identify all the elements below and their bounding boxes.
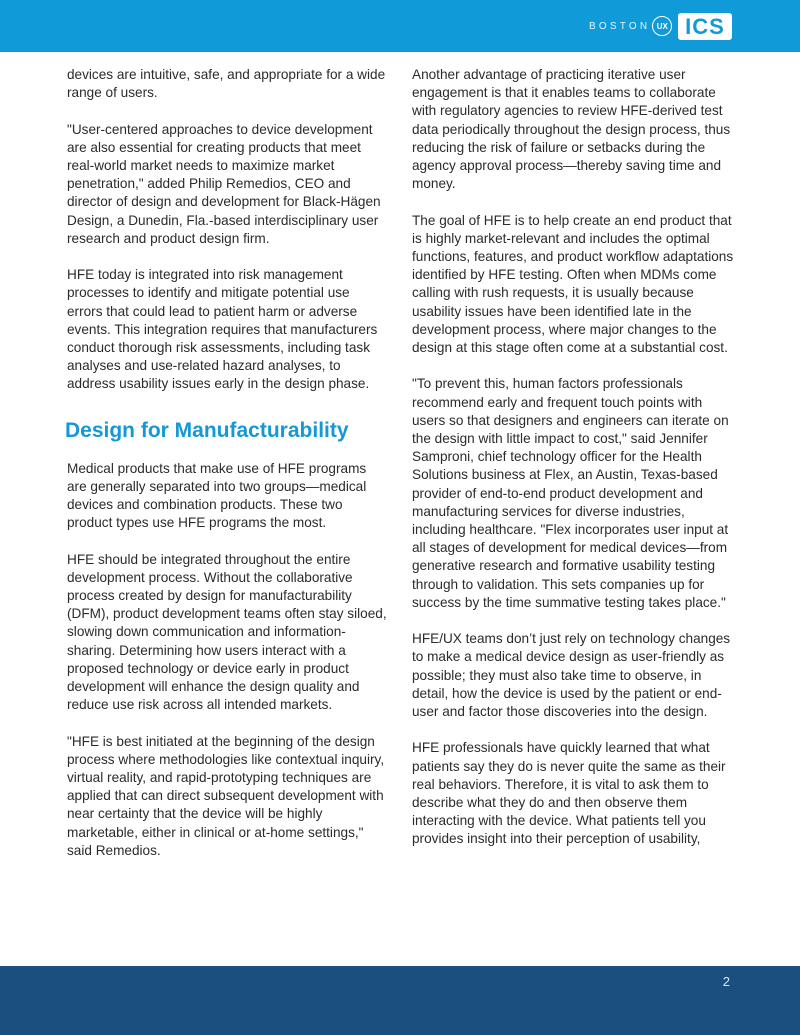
ics-logo: ICS — [678, 13, 732, 40]
left-paragraph-4: Medical products that make use of HFE programs are generally separated into two groups—medical devices and combination products. These two product types use HFE programs the most. — [67, 460, 367, 531]
right-paragraph-5: HFE professionals have quickly learned that what patients say they do is never quite the same as their real behaviors. Therefore, it is vital to ask them to describe what they do and then observe them interacting with the device. What patients tell you provides insight into their perception of usability, — [412, 740, 726, 847]
boston-logo-text: BOSTON — [589, 20, 651, 32]
right-paragraph-2: The goal of HFE is to help create an end product that is highly market-relevant and includes the optimal functions, features, and product workflow adaptations identified by HFE testing. Often when MDMs come calling with rush requests, it is usually because usability issues have been identified late in the development process, where major changes to the design at this stage often come at a substantial cost. — [412, 212, 734, 356]
page-footer-bar — [0, 966, 800, 1035]
ux-logo-badge: UX — [652, 16, 672, 36]
left-paragraph-2: "User-centered approaches to device development are also essential for creating products that meet real-world market needs to maximize market penetration," added Philip Remedios, CEO and director of design and development for Black-Hägen Design, a Dunedin, Fla.-based interdisciplinary user research and product design firm. — [67, 121, 381, 246]
page-number: 2 — [722, 974, 730, 989]
section-heading: Design for Manufacturability — [65, 418, 349, 442]
right-column — [412, 66, 734, 867]
boston-ux-logo — [589, 12, 672, 40]
left-paragraph-3: HFE today is integrated into risk management processes to identify and mitigate potential use errors that could lead to patient harm or adverse events. This integration requires that manufacturers conduct thorough risk assessments, including task analyses and use-related hazard analyses, to address usability issues early in the design phase. — [67, 267, 378, 392]
left-paragraph-6: "HFE is best initiated at the beginning of the design process where methodologies like contextual inquiry, virtual reality, and rapid-prototyping techniques are applied that can direct subsequent development with near certainty that the device will be highly marketable, either in clinical or at-home settings," said Remedios. — [67, 733, 385, 858]
left-column — [67, 66, 387, 878]
right-paragraph-3: "To prevent this, human factors professionals recommend early and frequent touch points with users so that designers and engineers can iterate on the design with little impact to cost," said Jennifer Samproni, chief technology officer for the Health Solutions business at Flex, an Austin, Texas-based provider of end-to-end product development and manufacturing services for diverse industries, including healthcare. "Flex incorporates user input at all stages of development for medical devices—from generative research and formative usability testing through to validation. This sets companies up for success by the time summative testing takes place." — [412, 376, 729, 610]
right-paragraph-4: HFE/UX teams don’t just rely on technology changes to make a medical device design as user-friendly as possible; they must also take time to observe, in detail, how the device is used by the patient or end-user and factor those discoveries into the design. — [412, 631, 731, 720]
left-paragraph-1: devices are intuitive, safe, and appropriate for a wide range of users. — [67, 67, 386, 101]
right-paragraph-1: Another advantage of practicing iterative user engagement is that it enables teams to collaborate with regulatory agencies to review HFE-derived test data periodically throughout the design process, thus reducing the risk of failure or setbacks during the agency approval process—thereby saving time and money. — [412, 67, 731, 192]
left-paragraph-5: HFE should be integrated throughout the entire development process. Without the collaborative process created by design for manufacturability (DFM), product development teams often stay siloed, slowing down communication and information-sharing. Determining how users interact with a proposed technology or device early in product development will enhance the design quality and reduce use risk across all intended markets. — [67, 551, 387, 713]
page-header-bar — [0, 0, 800, 52]
